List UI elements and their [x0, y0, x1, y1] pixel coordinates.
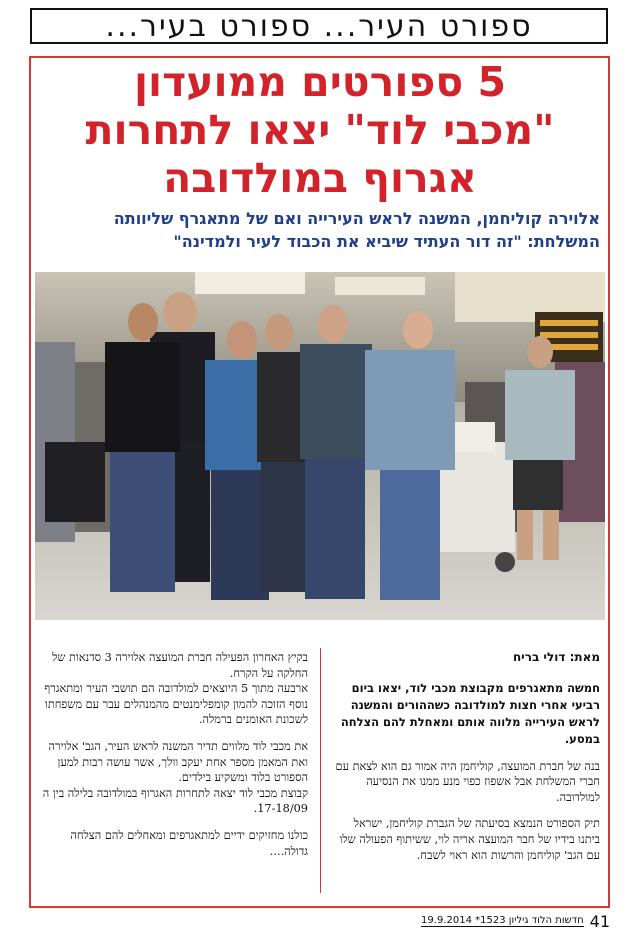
headline-line-3: אגרוף במולדובה: [163, 154, 477, 202]
section-banner: [30, 8, 608, 44]
page-number: 41: [589, 911, 610, 931]
article-lead: חמשה מתאגרפים מקבוצת מכבי לוד, יצאו ביום רביעי אחרי חצות למולדובה כשההורים והמשנה לראש העירייה מלווה אותם ומאחלת להם הצלחה במסע.: [340, 680, 600, 746]
article-paragraph: בקיץ האחרון הפעילה חברת המועצה אלוירה 3 סדנאות של החלקה על הקרח.: [52, 651, 308, 680]
article-paragraph: ארבעה מתוך 5 היוצאים למולדובה הם תושבי העיר ומתאגרף נוסף הזוכה להמון קומפלימנטים מהמנהלים עבר עם משפחתו לשכונת האומנים ברמלה.: [44, 682, 308, 727]
article-headline: [34, 58, 606, 202]
article-paragraph: את מכבי לוד מלווים תדיר המשנה לראש העיר, הגב' אלוירה ואת המאמן מספר אחת יעקב וולך, אשר עושה רבות למען הספורט בלוד ומשקיע בילדים.: [48, 739, 308, 785]
article-subheadline: אלוירה קוליחמן, המשנה לראש העירייה ואם של מתאגרף שליוותה המשלחת: "זה דור העתיד שיביא את הכבוד לעיר ולמדינה": [113, 209, 600, 251]
article-byline: מאת: דולי בריח: [512, 650, 600, 664]
issue-info: חדשות הלוד גיליון 1523* 19.9.2014: [421, 915, 584, 926]
article-paragraph: קבוצת מכבי לוד יצאה לתחרות האגרוף במולדובה בלילה בין ה 17-18/09.: [42, 786, 308, 816]
article-paragraph: תיק הספורט הנמצא בסיעתה של הגברת קוליחמן, ישראל ביתנו בידיו של חבר המועצה אריה לוי, ששיתוף הפעולה שלו עם הגב' קוליחמן והרשות הוא ראוי לשבח.: [339, 817, 600, 862]
article-column-right: [332, 650, 600, 874]
headline-line-2: "מכבי לוד" יצאו לתחרות: [85, 106, 555, 154]
article-paragraph: כולנו מחזיקים ידיים למתאגרפים ומאחלים להם הצלחה גדולה....: [70, 828, 308, 858]
article-photo: [35, 272, 605, 620]
section-banner-text: ספורט העיר... ספורט בעיר...: [105, 8, 533, 44]
headline-line-1: 5 ספורטים ממועדון: [133, 58, 507, 106]
article-paragraph: בנה של חברת המועצה, קוליחמן היה אמור גם הוא לצאת עם חברי המשלחת אבל אשפוז כפוי מנע ממנו את הנסיעה למולדובה.: [335, 759, 600, 804]
article-column-left: [40, 650, 308, 870]
column-divider: [320, 648, 321, 893]
page-footer: [420, 910, 610, 932]
